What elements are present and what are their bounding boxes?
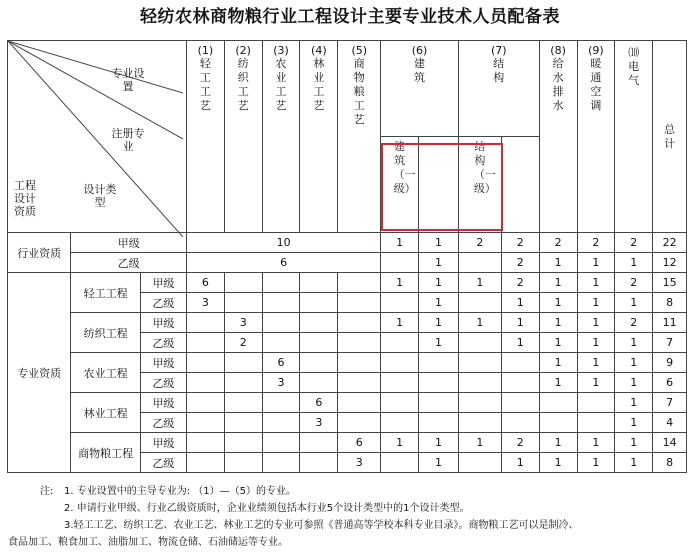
cell-c2: 3 [224, 313, 262, 333]
cell-c5 [338, 333, 381, 353]
subheader-struct-level1: 结构（一级） [458, 137, 501, 233]
cell-hvac: 1 [577, 333, 615, 353]
cell-water: 1 [539, 293, 577, 313]
column-header-total: 总计 [653, 41, 687, 233]
cell-struct-1: 1 [501, 453, 539, 473]
cell-c2 [224, 393, 262, 413]
cell-arch: 1 [381, 273, 419, 293]
cell-c2 [224, 273, 262, 293]
cell-c2 [224, 453, 262, 473]
table-title: 轻纺农林商物粮行业工程设计主要专业技术人员配备表 [140, 7, 560, 27]
cell-struct-1 [501, 373, 539, 393]
cell-c2: 2 [224, 333, 262, 353]
cell-arch-1: 1 [419, 273, 459, 293]
cell-elec: 1 [615, 433, 653, 453]
cell-c1 [186, 413, 224, 433]
cell-elec: 1 [615, 333, 653, 353]
cell-elec: 2 [615, 233, 653, 253]
cell-arch [381, 333, 419, 353]
cell-total: 8 [653, 453, 687, 473]
column-header-water [539, 41, 577, 233]
cell-arch [381, 453, 419, 473]
cell-c3 [262, 393, 300, 413]
cell-struct [458, 373, 501, 393]
corner-engineering-qualification: 工程设计资质 [14, 179, 36, 218]
corner-design-type: 设计类型 [83, 183, 117, 209]
cell-c1 [186, 393, 224, 413]
cell-struct-1: 2 [501, 253, 539, 273]
column-header-textile-process [224, 41, 262, 233]
cell-c5 [338, 313, 381, 333]
cell-c2 [224, 433, 262, 453]
corner-registered-specialty: 注册专业 [111, 127, 145, 153]
col-name-4: 林业工艺 [313, 57, 325, 112]
cell-struct-1: 2 [501, 233, 539, 253]
cell-struct [458, 393, 501, 413]
cell-hvac: 2 [577, 233, 615, 253]
cell-c4: 3 [300, 413, 338, 433]
cell-c2 [224, 293, 262, 313]
cell-total: 8 [653, 293, 687, 313]
cell-c3 [262, 413, 300, 433]
design-type-forest: 林业工程 [71, 393, 141, 433]
cell-c1: 6 [186, 273, 224, 293]
cell-elec: 1 [615, 393, 653, 413]
grade-cell: 乙级 [71, 253, 187, 273]
cell-c4 [300, 353, 338, 373]
cell-c3 [262, 313, 300, 333]
cell-c5 [338, 273, 381, 293]
cell-c5 [338, 373, 381, 393]
cell-arch [381, 353, 419, 373]
cell-water: 2 [539, 233, 577, 253]
process-total-cell: 6 [186, 253, 380, 273]
cell-struct [458, 333, 501, 353]
cell-hvac: 1 [577, 453, 615, 473]
col-name-8: 给水排水 [552, 57, 564, 112]
cell-struct: 2 [458, 233, 501, 253]
cell-c5: 6 [338, 433, 381, 453]
col-num-8: (8) [550, 44, 566, 57]
column-header-forest-process [300, 41, 338, 233]
cell-elec: 2 [615, 273, 653, 293]
cell-elec: 1 [615, 373, 653, 393]
cell-hvac [577, 413, 615, 433]
cell-arch [381, 373, 419, 393]
cell-arch: 1 [381, 233, 419, 253]
cell-water: 1 [539, 333, 577, 353]
group-industry-qualification: 行业资质 [8, 233, 71, 273]
col-num-3: (3) [273, 44, 289, 57]
cell-struct-1: 1 [501, 293, 539, 313]
process-total-cell: 10 [186, 233, 380, 253]
cell-c1 [186, 333, 224, 353]
grade-cell: 甲级 [140, 393, 186, 413]
cell-struct-1: 2 [501, 273, 539, 293]
cell-total: 12 [653, 253, 687, 273]
cell-struct-1: 2 [501, 433, 539, 453]
cell-total: 9 [653, 353, 687, 373]
cell-elec: 2 [615, 313, 653, 333]
cell-c5 [338, 393, 381, 413]
cell-c3 [262, 293, 300, 313]
footnotes [8, 483, 690, 551]
cell-struct-1 [501, 393, 539, 413]
cell-hvac [577, 393, 615, 413]
cell-struct [458, 453, 501, 473]
design-type-agri: 农业工程 [71, 353, 141, 393]
cell-water: 1 [539, 373, 577, 393]
cell-c4 [300, 333, 338, 353]
cell-c4 [300, 433, 338, 453]
cell-struct [458, 293, 501, 313]
cell-struct [458, 253, 501, 273]
cell-c1 [186, 373, 224, 393]
col-name-1: 轻工工艺 [199, 57, 211, 112]
col-name-7: 结构 [493, 57, 505, 84]
cell-c3: 3 [262, 373, 300, 393]
cell-hvac: 1 [577, 373, 615, 393]
cell-arch [381, 253, 419, 273]
col-name-6: 建筑 [414, 57, 426, 84]
cell-c4 [300, 273, 338, 293]
cell-total: 6 [653, 373, 687, 393]
cell-elec: 1 [615, 413, 653, 433]
cell-c5 [338, 413, 381, 433]
cell-c5: 3 [338, 453, 381, 473]
cell-water: 1 [539, 453, 577, 473]
column-header-architecture [381, 41, 459, 137]
note-2: 2. 申请行业甲级、行业乙级资质时，企业业绩须包括本行业5个设计类型中的1个设计类型。 [64, 503, 470, 514]
col-name-9: 暖通空调 [590, 57, 602, 112]
cell-c4 [300, 453, 338, 473]
design-type-textile: 纺织工程 [71, 313, 141, 353]
column-header-electrical [615, 41, 653, 233]
cell-total: 15 [653, 273, 687, 293]
cell-water: 1 [539, 313, 577, 333]
cell-hvac: 1 [577, 353, 615, 373]
cell-c5 [338, 353, 381, 373]
notes-label: 注: [40, 486, 54, 497]
cell-water: 1 [539, 353, 577, 373]
grade-cell: 甲级 [71, 233, 187, 253]
cell-elec: 1 [615, 293, 653, 313]
subheader-arch-level1: 建筑（一级） [381, 137, 419, 233]
col-num-7: (7) [490, 44, 507, 57]
subheader-struct-blank [501, 137, 539, 233]
cell-arch-1 [419, 393, 459, 413]
cell-arch-1 [419, 373, 459, 393]
note-1: 1. 专业设置中的主导专业为: （1）—（5）的专业。 [64, 486, 296, 497]
cell-arch-1: 1 [419, 293, 459, 313]
grade-cell: 甲级 [140, 273, 186, 293]
cell-arch [381, 413, 419, 433]
cell-total: 7 [653, 333, 687, 353]
cell-water: 1 [539, 253, 577, 273]
cell-struct: 1 [458, 313, 501, 333]
grade-cell: 甲级 [140, 353, 186, 373]
column-header-grain-process [338, 41, 381, 233]
cell-arch-1: 1 [419, 433, 459, 453]
col-name-2: 纺织工艺 [237, 57, 249, 112]
cell-c1 [186, 433, 224, 453]
cell-c1 [186, 353, 224, 373]
group-specialty-qualification: 专业资质 [8, 273, 71, 473]
cell-elec: 1 [615, 453, 653, 473]
cell-struct-1: 1 [501, 333, 539, 353]
grade-cell: 乙级 [140, 333, 186, 353]
col-num-5: (5) [351, 44, 368, 57]
cell-c3: 6 [262, 353, 300, 373]
col-num-10: ⑽ [628, 46, 640, 59]
cell-c1: 3 [186, 293, 224, 313]
grade-cell: 乙级 [140, 413, 186, 433]
column-header-light-process [186, 41, 224, 233]
cell-c1 [186, 453, 224, 473]
cell-total: 7 [653, 393, 687, 413]
cell-hvac: 1 [577, 433, 615, 453]
cell-arch-1: 1 [419, 333, 459, 353]
subheader-arch-blank [419, 137, 459, 233]
cell-c2 [224, 373, 262, 393]
cell-hvac: 1 [577, 293, 615, 313]
note-3-continued: 食品加工、粮食加工、油脂加工、物流仓储、石油储运等专业。 [8, 537, 288, 548]
cell-c3 [262, 333, 300, 353]
cell-arch-1: 1 [419, 453, 459, 473]
cell-struct-1 [501, 413, 539, 433]
cell-arch: 1 [381, 313, 419, 333]
design-type-light: 轻工工程 [71, 273, 141, 313]
cell-c3 [262, 453, 300, 473]
cell-c4 [300, 313, 338, 333]
cell-hvac: 1 [577, 253, 615, 273]
cell-c4 [300, 373, 338, 393]
col-num-2: (2) [235, 44, 251, 57]
col-name-5: 商物粮工艺 [353, 57, 365, 126]
corner-specialty-setting: 专业设置 [111, 67, 145, 93]
grade-cell: 乙级 [140, 453, 186, 473]
grade-cell: 甲级 [140, 313, 186, 333]
cell-struct-1: 1 [501, 313, 539, 333]
cell-c2 [224, 413, 262, 433]
cell-water: 1 [539, 273, 577, 293]
cell-struct: 1 [458, 433, 501, 453]
cell-c4: 6 [300, 393, 338, 413]
cell-arch-1 [419, 413, 459, 433]
cell-struct: 1 [458, 273, 501, 293]
cell-total: 11 [653, 313, 687, 333]
cell-arch-1: 1 [419, 253, 459, 273]
cell-c3 [262, 433, 300, 453]
cell-c2 [224, 353, 262, 373]
cell-total: 14 [653, 433, 687, 453]
grade-cell: 乙级 [140, 293, 186, 313]
col-name-3: 农业工艺 [275, 57, 287, 112]
cell-c1 [186, 313, 224, 333]
col-num-4: (4) [311, 44, 327, 57]
column-header-agri-process [262, 41, 300, 233]
col-num-6: (6) [411, 44, 428, 57]
col-num-9: (9) [588, 44, 604, 57]
cell-c5 [338, 293, 381, 313]
cell-c4 [300, 293, 338, 313]
cell-struct [458, 413, 501, 433]
cell-arch-1 [419, 353, 459, 373]
column-header-hvac [577, 41, 615, 233]
cell-water [539, 393, 577, 413]
design-type-grain: 商物粮工程 [71, 433, 141, 473]
col-name-10: 电气 [628, 60, 640, 87]
grade-cell: 甲级 [140, 433, 186, 453]
cell-struct-1 [501, 353, 539, 373]
cell-total: 22 [653, 233, 687, 253]
cell-water [539, 413, 577, 433]
cell-struct [458, 353, 501, 373]
column-header-structure [458, 41, 539, 137]
cell-c3 [262, 273, 300, 293]
col-num-1: (1) [197, 44, 214, 57]
cell-elec: 1 [615, 353, 653, 373]
cell-arch [381, 293, 419, 313]
note-3: 3.轻工工艺、纺织工艺、农业工艺、林业工艺的专业可参照《普通高等学校本科专业目录》。商物粮工艺可以是制冷、 [64, 520, 579, 531]
cell-total: 4 [653, 413, 687, 433]
cell-elec: 1 [615, 253, 653, 273]
cell-arch-1: 1 [419, 233, 459, 253]
corner-header-cell [8, 41, 187, 233]
grade-cell: 乙级 [140, 373, 186, 393]
cell-hvac: 1 [577, 273, 615, 293]
staffing-table [7, 40, 687, 473]
cell-arch [381, 393, 419, 413]
cell-arch: 1 [381, 433, 419, 453]
cell-water: 1 [539, 433, 577, 453]
cell-hvac: 1 [577, 313, 615, 333]
cell-arch-1: 1 [419, 313, 459, 333]
